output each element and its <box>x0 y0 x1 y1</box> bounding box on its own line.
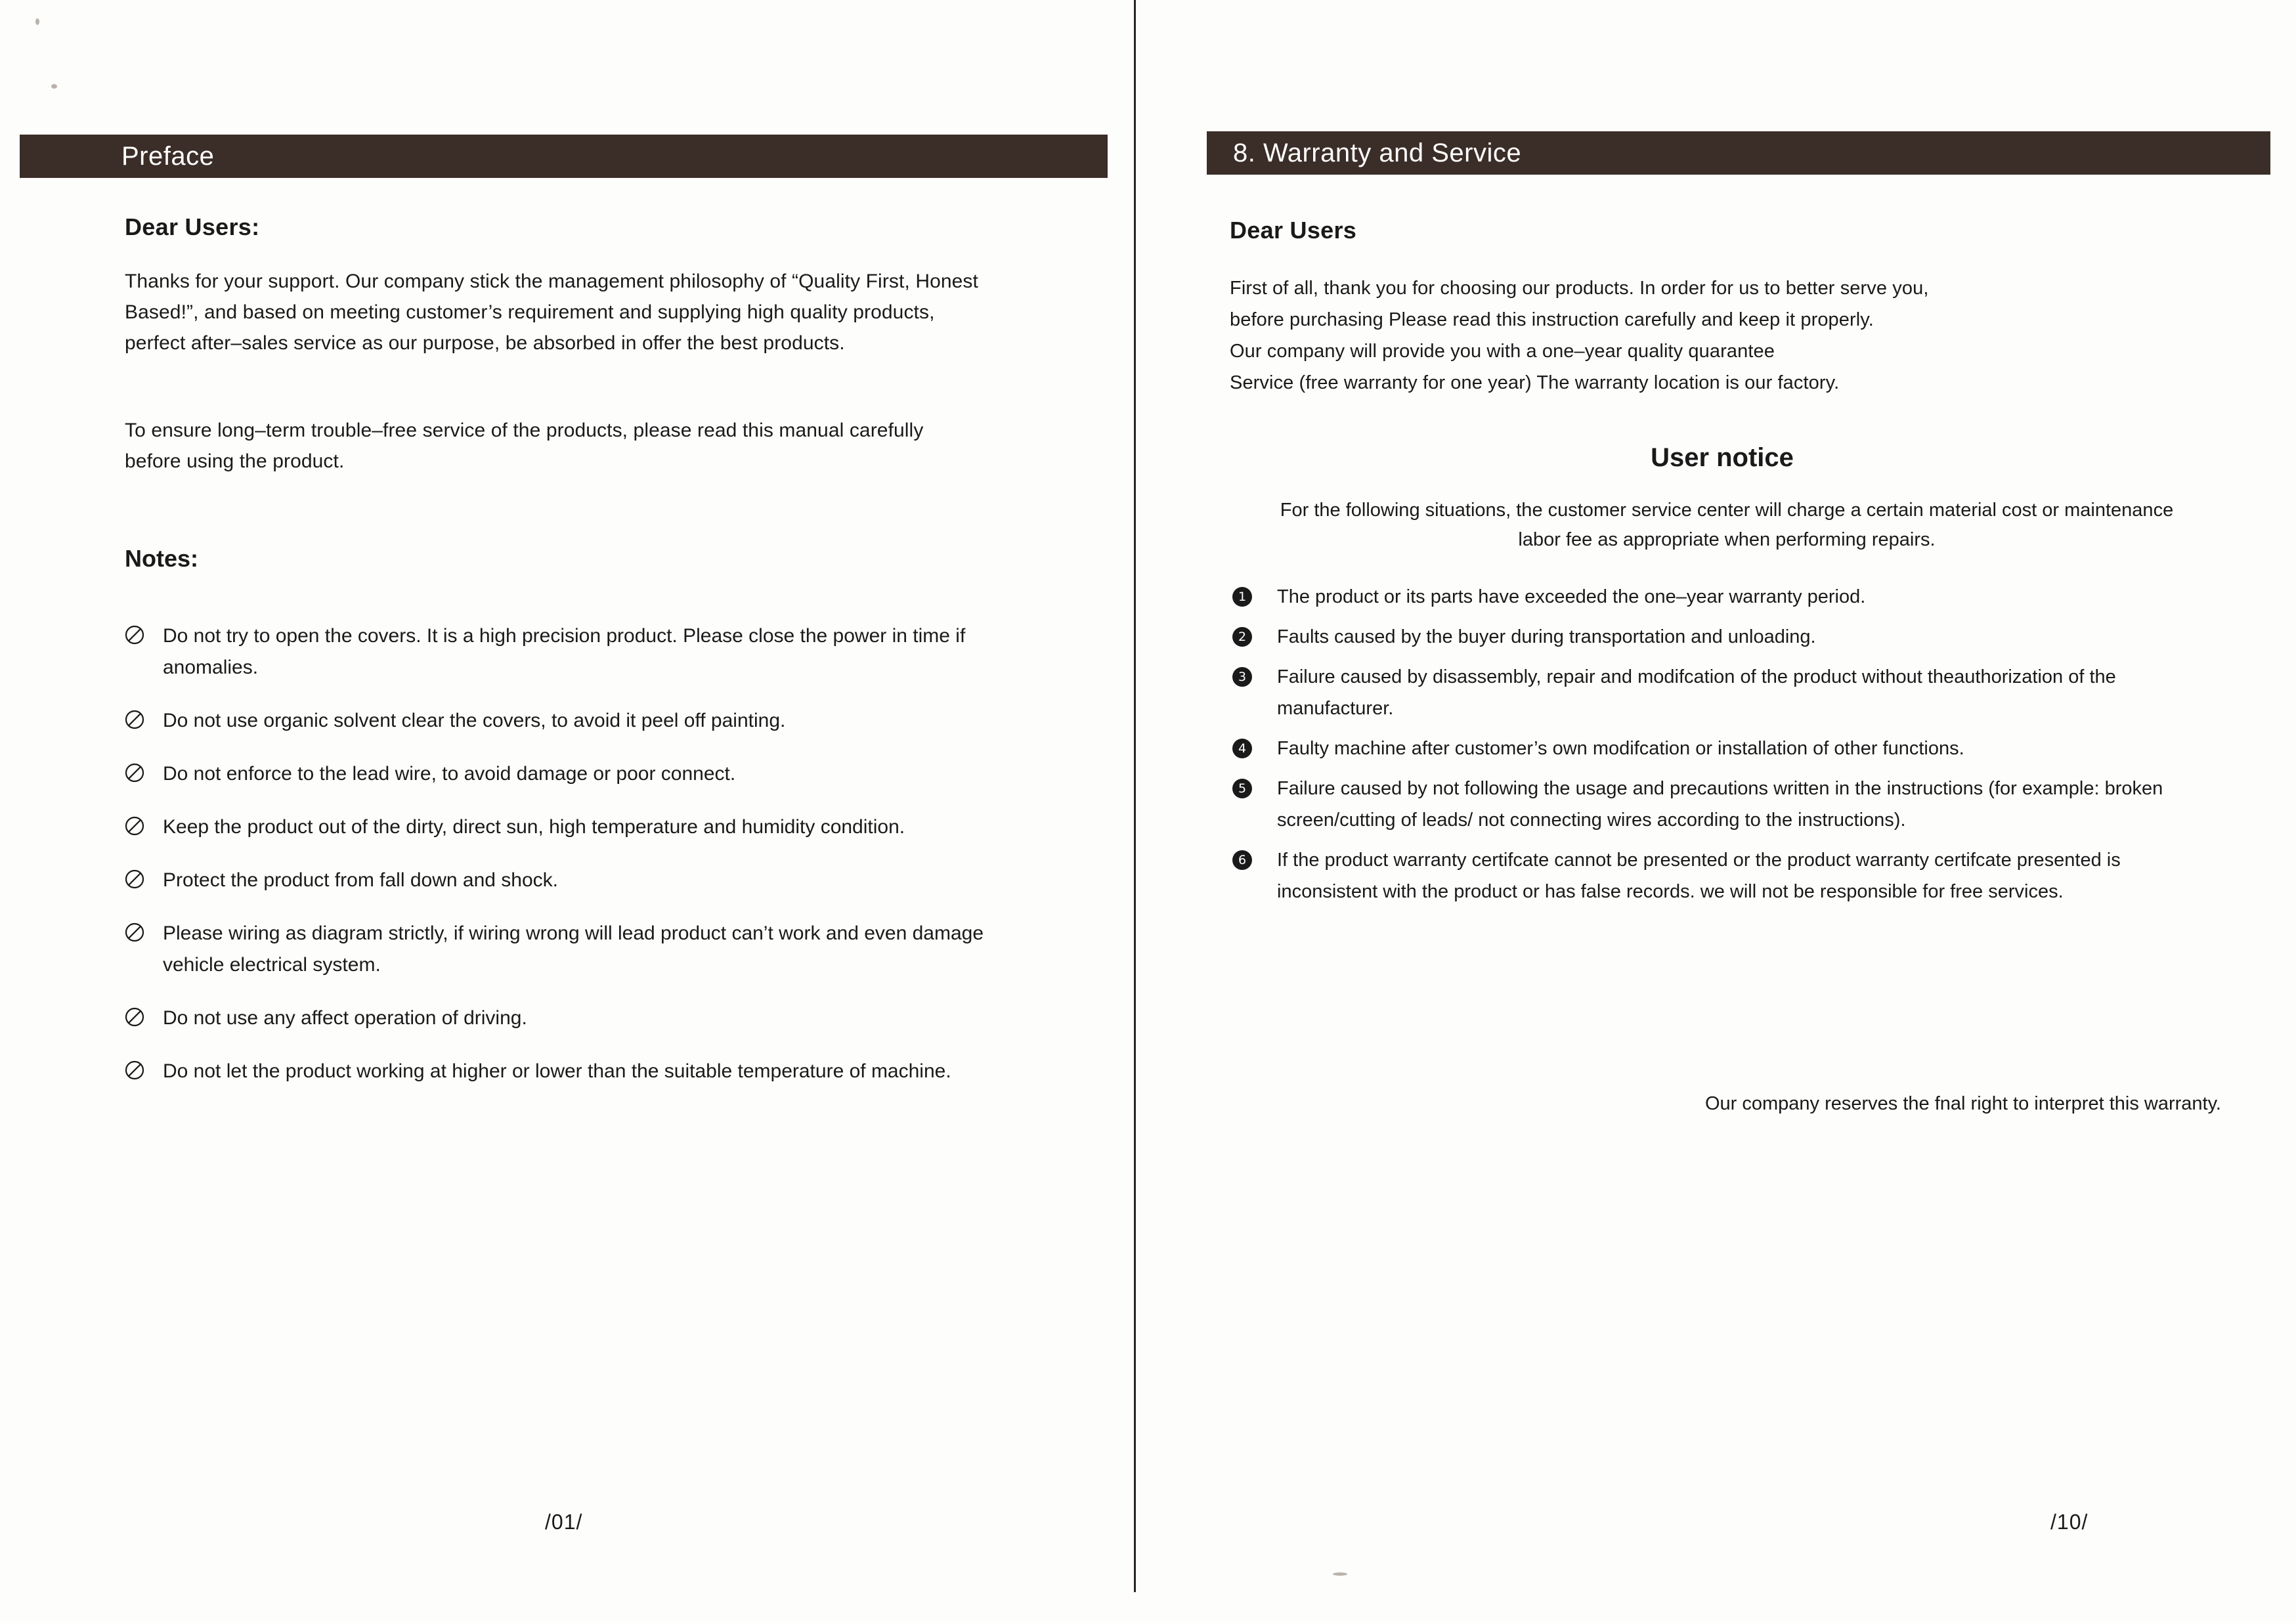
warranty-item <box>1230 621 2221 653</box>
warranty-item-text: Faults caused by the buyer during transportation and unloading. <box>1277 626 1816 647</box>
warranty-exclusion-list <box>1230 581 2221 907</box>
user-notice-lead-text: For the following situations, the customer service center will charge a certain material cost or maintenance labor fee as appropriate when performing repairs. <box>1280 500 2174 550</box>
left-paragraph-2-text: To ensure long–term trouble–free service of the products, please read this manual carefully before using the product. <box>125 420 924 472</box>
notes-heading-text: Notes: <box>125 545 199 572</box>
preface-banner-title: Preface <box>121 141 215 171</box>
warranty-exclusions <box>1230 581 2221 916</box>
right-salutation-text: Dear Users <box>1230 217 1357 244</box>
warranty-item-text: Faulty machine after customer’s own modifcation or installation of other functions. <box>1277 738 1964 759</box>
notes-list-container <box>125 620 1005 1109</box>
note-item-text: Keep the product out of the dirty, direct sun, high temperature and humidity condition. <box>163 816 905 838</box>
note-item-text: Do not enforce to the lead wire, to avoid damage or poor connect. <box>163 763 736 785</box>
warranty-item <box>1230 773 2221 836</box>
scan-speck <box>51 84 57 89</box>
note-item <box>125 620 1005 683</box>
warranty-closing <box>1230 1093 2221 1115</box>
right-page-folio: /10/ <box>2050 1510 2089 1534</box>
preface-banner <box>20 135 1108 178</box>
warranty-closing-text: Our company reserves the fnal right to interpret this warranty. <box>1704 1093 2221 1114</box>
right-intro-line-1: First of all, thank you for choosing our products. In order for us to better serve you, <box>1230 278 1929 299</box>
left-page-folio: /01/ <box>545 1510 583 1534</box>
warranty-item <box>1230 581 2221 613</box>
note-item <box>125 1056 1005 1087</box>
prohibition-icon <box>125 922 144 942</box>
left-paragraph-2 <box>125 415 952 477</box>
number-badge-6: 6 <box>1232 850 1252 870</box>
warranty-item-text: The product or its parts have exceeded the one–year warranty period. <box>1277 586 1866 607</box>
number-badge-2: 2 <box>1232 627 1252 647</box>
scan-speck <box>1333 1572 1347 1576</box>
left-salutation-text: Dear Users: <box>125 213 260 240</box>
note-item-text: Do not use any affect operation of driving. <box>163 1007 527 1029</box>
prohibition-icon <box>125 625 144 645</box>
note-item-text: Please wiring as diagram strictly, if wiring wrong will lead product can’t work and even damage vehicle electrical system. <box>163 922 984 976</box>
warranty-item <box>1230 661 2221 724</box>
scan-speck <box>35 18 39 25</box>
user-notice-heading-text: User notice <box>1651 443 1794 472</box>
note-item-text: Protect the product from fall down and shock. <box>163 869 558 891</box>
prohibition-icon <box>125 763 144 783</box>
note-item <box>125 812 1005 843</box>
warranty-item-text: Failure caused by not following the usage and precautions written in the instructions (for example: broken screen/cutting of leads/ not connecting wires according to the instructions). <box>1277 778 2163 831</box>
prohibition-icon <box>125 1007 144 1027</box>
notes-heading <box>125 545 519 573</box>
left-paragraph-1 <box>125 266 998 358</box>
warranty-item <box>1230 844 2221 907</box>
right-intro <box>1230 272 2188 399</box>
warranty-banner <box>1207 131 2270 175</box>
user-notice-heading <box>1230 443 2215 473</box>
prohibition-icon <box>125 869 144 889</box>
right-intro-line-3: Our company will provide you with a one–year quality quarantee <box>1230 341 1775 362</box>
number-badge-5: 5 <box>1232 779 1252 798</box>
notes-list <box>125 620 1005 1087</box>
note-item <box>125 758 1005 790</box>
warranty-item <box>1230 733 2221 764</box>
note-item-text: Do not try to open the covers. It is a high precision product. Please close the power in time if anomalies. <box>163 625 966 678</box>
warranty-item-text: Failure caused by disassembly, repair and modifcation of the product without theauthorization of the manufacturer. <box>1277 666 2116 719</box>
note-item-text: Do not use organic solvent clear the covers, to avoid it peel off painting. <box>163 710 786 731</box>
note-item-text: Do not let the product working at higher or lower than the suitable temperature of machine. <box>163 1060 951 1082</box>
note-item <box>125 1003 1005 1034</box>
number-badge-3: 3 <box>1232 667 1252 687</box>
left-salutation <box>125 213 1044 241</box>
right-intro-line-2: before purchasing Please read this instruction carefully and keep it properly. <box>1230 309 1874 330</box>
prohibition-icon <box>125 1060 144 1080</box>
note-item <box>125 918 1005 981</box>
number-badge-4: 4 <box>1232 739 1252 758</box>
warranty-banner-title: 8. Warranty and Service <box>1233 138 1522 167</box>
left-paragraph-1-text: Thanks for your support. Our company stick the management philosophy of “Quality First, Honest Based!”, and based on meeting customer’s requirement and supplying high quality products, perfect after–sales service as our purpose, be absorbed in offer the best products. <box>125 270 978 354</box>
right-intro-line-4: Service (free warranty for one year) The warranty location is our factory. <box>1230 372 1840 393</box>
warranty-item-text: If the product warranty certifcate cannot be presented or the product warranty certifcate presented is inconsistent with the product or has false records. we will not be responsible for free services. <box>1277 850 2121 902</box>
user-notice-lead <box>1267 496 2186 555</box>
prohibition-icon <box>125 710 144 729</box>
right-salutation <box>1230 217 1821 244</box>
prohibition-icon <box>125 816 144 836</box>
page-gutter-divider <box>1134 0 1136 1592</box>
number-badge-1: 1 <box>1232 587 1252 607</box>
note-item <box>125 705 1005 737</box>
note-item <box>125 865 1005 896</box>
